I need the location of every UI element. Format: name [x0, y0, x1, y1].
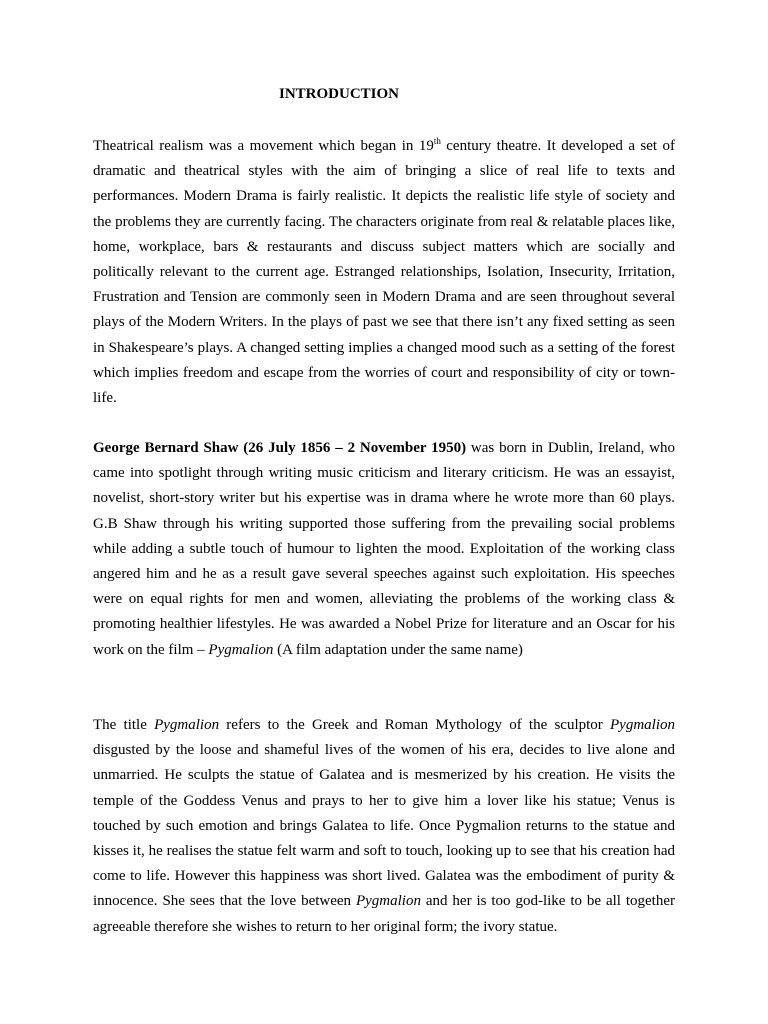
film-title-italic: Pygmalion [208, 641, 274, 658]
paragraph-george-bernard-shaw [93, 436, 675, 663]
paragraph-text: Theatrical realism was a movement which began in 19 [93, 138, 434, 154]
ordinal-superscript: th [433, 136, 441, 146]
sculptor-name-italic: Pygmalion [355, 893, 421, 910]
paragraph-text: and her is too god-like to be all together agreeable therefore she wishes to return to her original form; the ivory statue. [93, 893, 676, 935]
author-name-bold: George Bernard Shaw (26 July 1856 – 2 November 1950) [93, 440, 467, 456]
paragraph-theatrical-realism [93, 134, 675, 411]
paragraph-text: disgusted by the loose and shameful lives of the women of his era, decides to live alone and unmarried. He sculpts the statue of Galatea and is mesmerized by his creation. He visits the temple of the Goddess Venus and prays to her to give him a lover like his statue; Venus is touched by such emotion and brings Galatea to life. Once Pygmalion returns to the statue and kisses it, he realises the statue felt warm and soft to touch, looking up to see that his creation had come to life. However this happiness was short lived. Galatea was the embodiment of purity & innocence. She sees that the love between [93, 742, 675, 910]
sculptor-name-italic: Pygmalion [610, 717, 675, 733]
paragraph-text: refers to the Greek and Roman Mythology of the sculptor [219, 717, 610, 733]
paragraph-text: The title [93, 717, 155, 733]
paragraph-text: was born in Dublin, Ireland, who came into spotlight through writing music criticism and literary criticism. He was an essayist, novelist, short-story writer but his expertise was in drama where he wrote more than 60 plays. G.B Shaw through his writing supported those suffering from the prevailing social problems while adding a subtle touch of humour to lighten the mood. Exploitation of the working class angered him and he as a result gave several speeches against such exploitation. His speeches were on equal rights for men and women, alleviating the problems of the working class & promoting healthier lifestyles. He was awarded a Nobel Prize for literature and an Oscar for his work on the film – [93, 440, 675, 658]
paragraph-text: (A film adaptation under the same name) [273, 641, 523, 658]
title-italic: Pygmalion [154, 717, 220, 733]
paragraph-text: century theatre. It developed a set of dramatic and theatrical styles with the aim of bringing a slice of real life to texts and performances. Modern Drama is fairly realistic. It depicts the realistic life style of society and the problems they are currently facing. The characters originate from real & relatable places like, home, workplace, bars & restaurants and discuss subject matters which are socially and politically relevant to the current age. Estranged relationships, Isolation, Insecurity, Irritation, Frustration and Tension are commonly seen in Modern Drama and are seen throughout several plays of the Modern Writers. In the plays of past we see that there isn’t any fixed setting as seen in Shakespeare’s plays. A changed setting implies a changed mood such as a setting of the forest which implies freedom and escape from the worries of court and responsibility of city or town-life. [93, 138, 675, 407]
page-title: INTRODUCTION [279, 86, 400, 102]
paragraph-pygmalion-myth [93, 713, 675, 940]
